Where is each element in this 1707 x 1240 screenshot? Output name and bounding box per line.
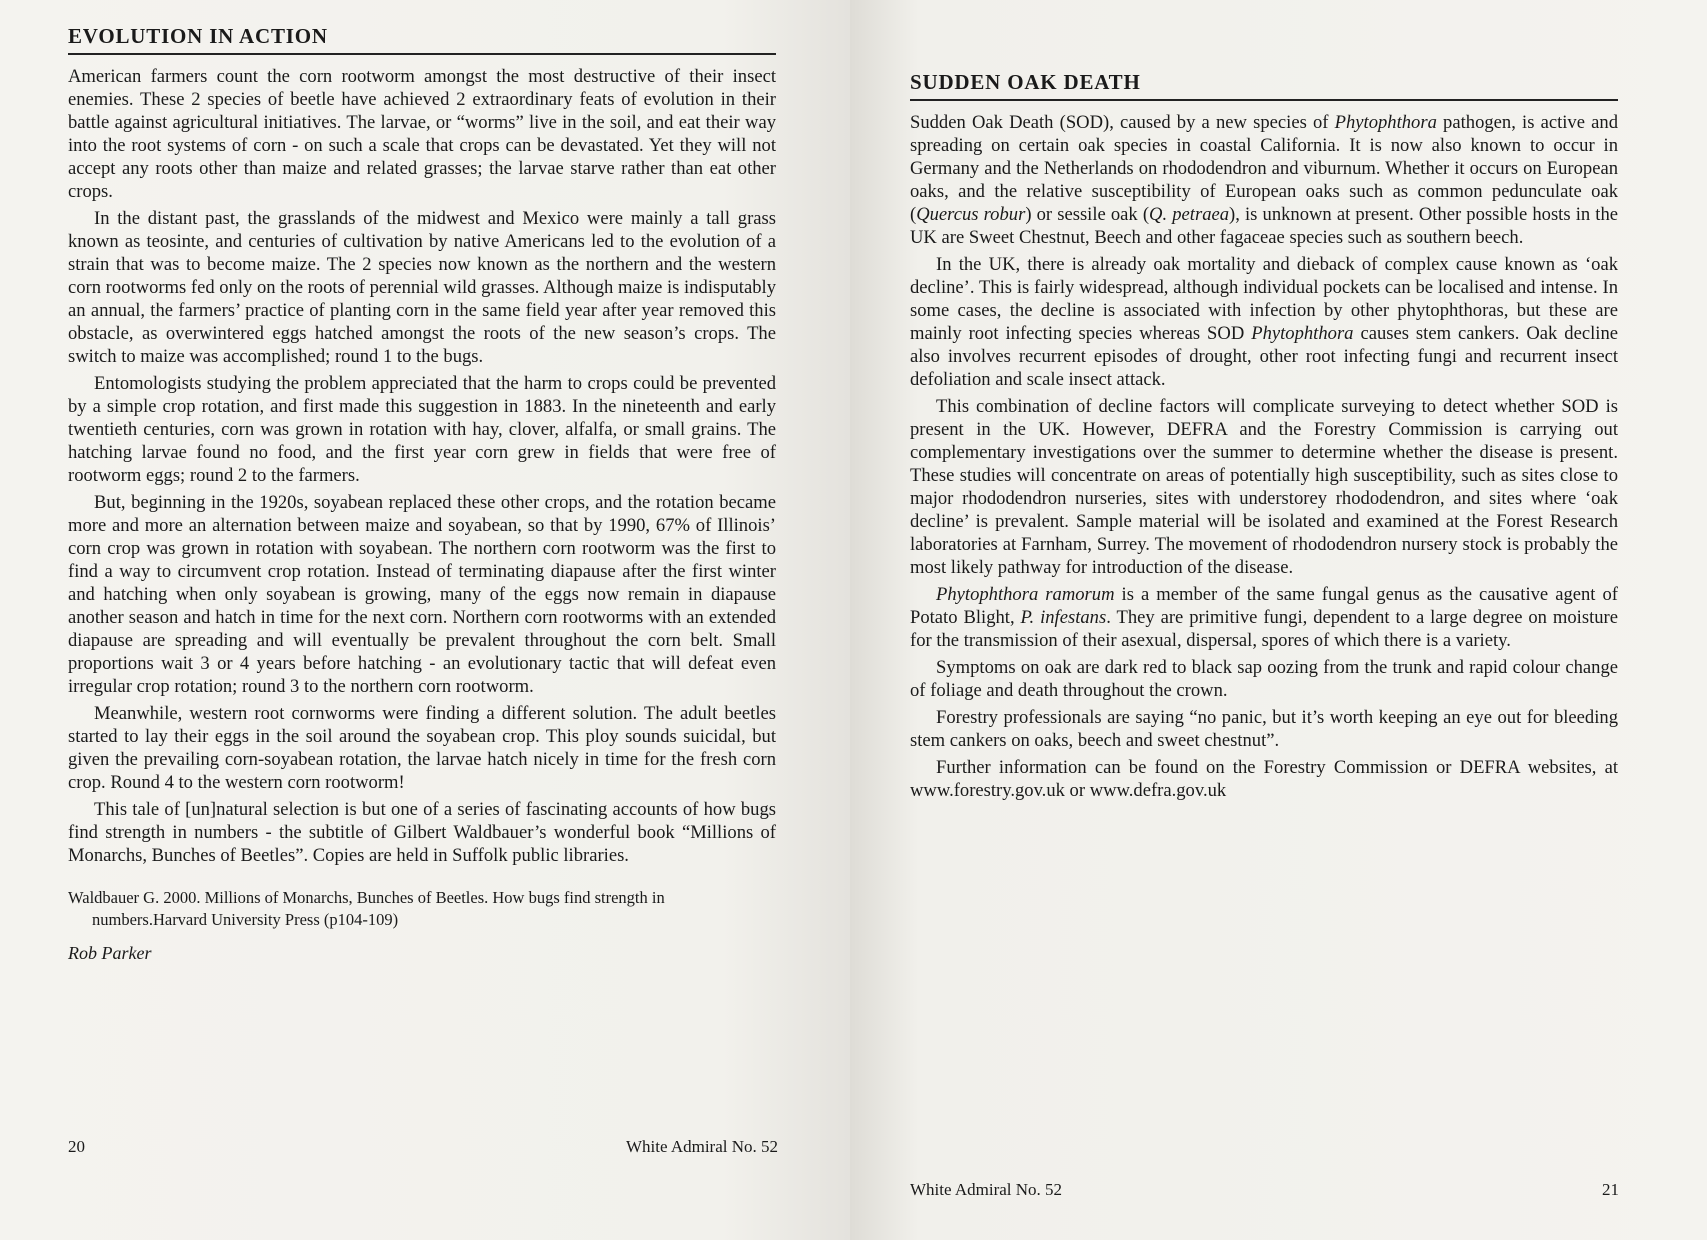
left-paragraph: American farmers count the corn rootworm amongst the most destructive of their insect enemies. These 2 species of beetle have achieved 2 extraordinary feats of evolution in their battle against agricultural initiatives. The larvae, or “worms” live in the soil, and eat their way into the root systems of corn - on such a scale that crops can be devastated. Yet they will not accept any roots other than maize and related grasses; the larvae starve rather than eat other crops. xyxy=(68,66,776,202)
right-paragraph: Sudden Oak Death (SOD), caused by a new species of Phytophthora pathogen, is active and spreading on certain oak species in coastal California. It is now also known to occur in Germany and the Netherlands on rhododendron and viburnum. Whether it occurs on European oaks, and the relative susceptibility of European oaks such as common pedunculate oak (Quercus robur) or sessile oak (Q. petraea), is unknown at present. Other possible hosts in the UK are Sweet Chestnut, Beech and other fagaceae species such as southern beech. xyxy=(910,112,1618,248)
left-heading: EVOLUTION IN ACTION xyxy=(68,24,776,55)
right-journal-title: White Admiral No. 52 xyxy=(910,1180,1063,1199)
right-paragraph: Forestry professionals are saying “no panic, but it’s worth keeping an eye out for bleeding stem cankers on oaks, beech and sweet chestnut”. xyxy=(910,707,1618,751)
left-paragraph: Meanwhile, western root cornworms were finding a different solution. The adult beetles started to lay their eggs in the soil around the soyabean crop. This ploy sounds suicidal, but given the prevailing corn-soyabean rotation, the larvae hatch nicely in time for the fresh corn crop. Round 4 to the western corn rootworm! xyxy=(68,703,776,793)
left-page-number: 20 xyxy=(68,1137,85,1156)
right-article xyxy=(910,70,1618,806)
right-paragraph: In the UK, there is already oak mortality and dieback of complex cause known as ‘oak decline’. This is fairly widespread, although individual pockets can be localised and intense. In some cases, the decline is associated with infection by other phytophthoras, but these are mainly root infecting species whereas SOD Phytophthora causes stem cankers. Oak decline also involves recurrent episodes of drought, other root infecting fungi and recurrent insect defoliation and scale insect attack. xyxy=(910,254,1618,390)
left-article xyxy=(68,24,776,964)
left-page xyxy=(0,0,850,1240)
reference: Waldbauer G. 2000. Millions of Monarchs, Bunches of Beetles. How bugs find strength in numbers.Harvard University Press (p104-109) xyxy=(68,888,665,929)
author: Rob Parker xyxy=(68,943,152,963)
right-heading: SUDDEN OAK DEATH xyxy=(910,70,1618,101)
left-paragraph: But, beginning in the 1920s, soyabean replaced these other crops, and the rotation became more and more an alternation between maize and soyabean, so that by 1990, 67% of Illinois’ corn crop was grown in rotation with soyabean. The northern corn rootworm was the first to find a way to circumvent crop rotation. Instead of terminating diapause after the first winter and hatching when only soyabean is growing, many of the eggs now remain in diapause another season and hatch in time for the next corn. Northern corn rootworms with an extended diapause are spreading and will eventually be prevalent throughout the corn belt. Small proportions wait 3 or 4 years before hatching - an evolutionary tactic that will defeat even irregular crop rotation; round 3 to the northern corn rootworm. xyxy=(68,492,776,697)
right-page-number: 21 xyxy=(1602,1180,1619,1199)
right-paragraph: This combination of decline factors will complicate surveying to detect whether SOD is present in the UK. However, DEFRA and the Forestry Commission is carrying out complementary investigations over the summer to determine whether the disease is present. These studies will concentrate on areas of potentially high susceptibility, such as sites close to major rhododendron nurseries, sites with understorey rhododendron, and sites where ‘oak decline’ is prevalent. Sample material will be isolated and examined at the Forest Research laboratories at Farnham, Surrey. The movement of rhododendron nursery stock is probably the most likely pathway for introduction of the disease. xyxy=(910,396,1618,578)
left-paragraph: Entomologists studying the problem appreciated that the harm to crops could be prevented by a simple crop rotation, and first made this suggestion in 1883. In the nineteenth and early twentieth centuries, corn was grown in rotation with hay, clover, alfalfa, or small grains. The hatching larvae found no food, and the first year corn grew in fields that were free of rootworm eggs; round 2 to the farmers. xyxy=(68,373,776,486)
left-journal-title: White Admiral No. 52 xyxy=(625,1137,778,1156)
left-paragraph: This tale of [un]natural selection is but one of a series of fascinating accounts of how bugs find strength in numbers - the subtitle of Gilbert Waldbauer’s wonderful book “Millions of Monarchs, Bunches of Beetles”. Copies are held in Suffolk public libraries. xyxy=(68,799,776,866)
right-paragraph: Phytophthora ramorum is a member of the same fungal genus as the causative agent of Potato Blight, P. infestans. They are primitive fungi, dependent to a large degree on moisture for the transmission of their asexual, dispersal, spores of which there is a variety. xyxy=(910,584,1618,651)
right-paragraph: Symptoms on oak are dark red to black sap oozing from the trunk and rapid colour change of foliage and death throughout the crown. xyxy=(910,657,1618,701)
left-paragraph: In the distant past, the grasslands of the midwest and Mexico were mainly a tall grass known as teosinte, and centuries of cultivation by native Americans led to the evolution of a strain that was to become maize. The 2 species now known as the northern and the western corn rootworms fed only on the roots of perennial wild grasses. Although maize is indisputably an annual, the farmers’ practice of planting corn in the same field year after year removed this obstacle, as overwintered eggs hatched amongst the roots of the new season’s crops. The switch to maize was accomplished; round 1 to the bugs. xyxy=(68,208,776,367)
right-page xyxy=(850,0,1707,1240)
right-paragraph: Further information can be found on the Forestry Commission or DEFRA websites, at www.forestry.gov.uk or www.defra.gov.uk xyxy=(910,757,1618,801)
